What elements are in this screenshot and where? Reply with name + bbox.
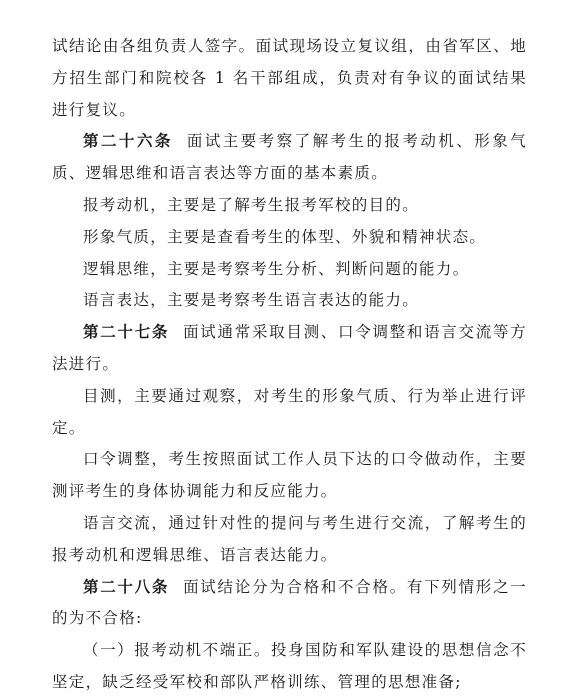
article-28 [52, 572, 527, 636]
article-number: 第二十七条 [83, 323, 170, 342]
article-number: 第二十八条 [83, 577, 170, 596]
paragraph-text: 目测，主要通过观察，对考生的形象气质、行为举止进行评定。 [52, 386, 527, 437]
article-26 [52, 126, 527, 190]
paragraph-language [52, 285, 527, 317]
paragraph-appearance [52, 222, 527, 254]
paragraph-text: 报考动机，主要是了解考生报考军校的目的。 [83, 195, 420, 214]
paragraph-text: 形象气质，主要是查看考生的体型、外貌和精神状态。 [83, 227, 487, 246]
list-item-1 [52, 635, 527, 699]
paragraph-text: 逻辑思维，主要是考察考生分析、判断问题的能力。 [83, 259, 470, 278]
paragraph-command-adjustment [52, 444, 527, 508]
paragraph-text: 语言交流，通过针对性的提问与考生进行交流，了解考生的报考动机和逻辑思维、语言表达能力。 [52, 513, 527, 564]
paragraph-motivation [52, 190, 527, 222]
paragraph-text: 口令调整，考生按照面试工作人员下达的口令做动作，主要测评考生的身体协调能力和反应能力。 [52, 450, 527, 501]
paragraph-continuation [52, 31, 527, 126]
paragraph-visual-inspection [52, 381, 527, 445]
paragraph-logic [52, 254, 527, 286]
paragraph-text: 面试主要考察了解考生的报考动机、形象气质、逻辑思维和语言表达等方面的基本素质。 [52, 132, 527, 183]
article-number: 第二十六条 [83, 132, 173, 151]
paragraph-text: 面试结论分为合格和不合格。有下列情形之一的为不合格: [52, 577, 527, 628]
paragraph-text: 语言表达，主要是考察考生语言表达的能力。 [83, 291, 420, 310]
paragraph-text: 面试通常采取目测、口令调整和语言交流等方法进行。 [52, 323, 527, 373]
paragraph-text: （一）报考动机不端正。投身国防和军队建设的思想信念不坚定，缺乏经受军校和部队严格训练、管理的思想准备; [52, 641, 527, 691]
article-27 [52, 317, 527, 381]
paragraph-text: 试结论由各组负责人签字。面试现场设立复议组，由省军区、地方招生部门和院校各 1 名干部组成，负责对有争议的面试结果进行复议。 [52, 37, 527, 119]
paragraph-language-exchange [52, 508, 527, 572]
